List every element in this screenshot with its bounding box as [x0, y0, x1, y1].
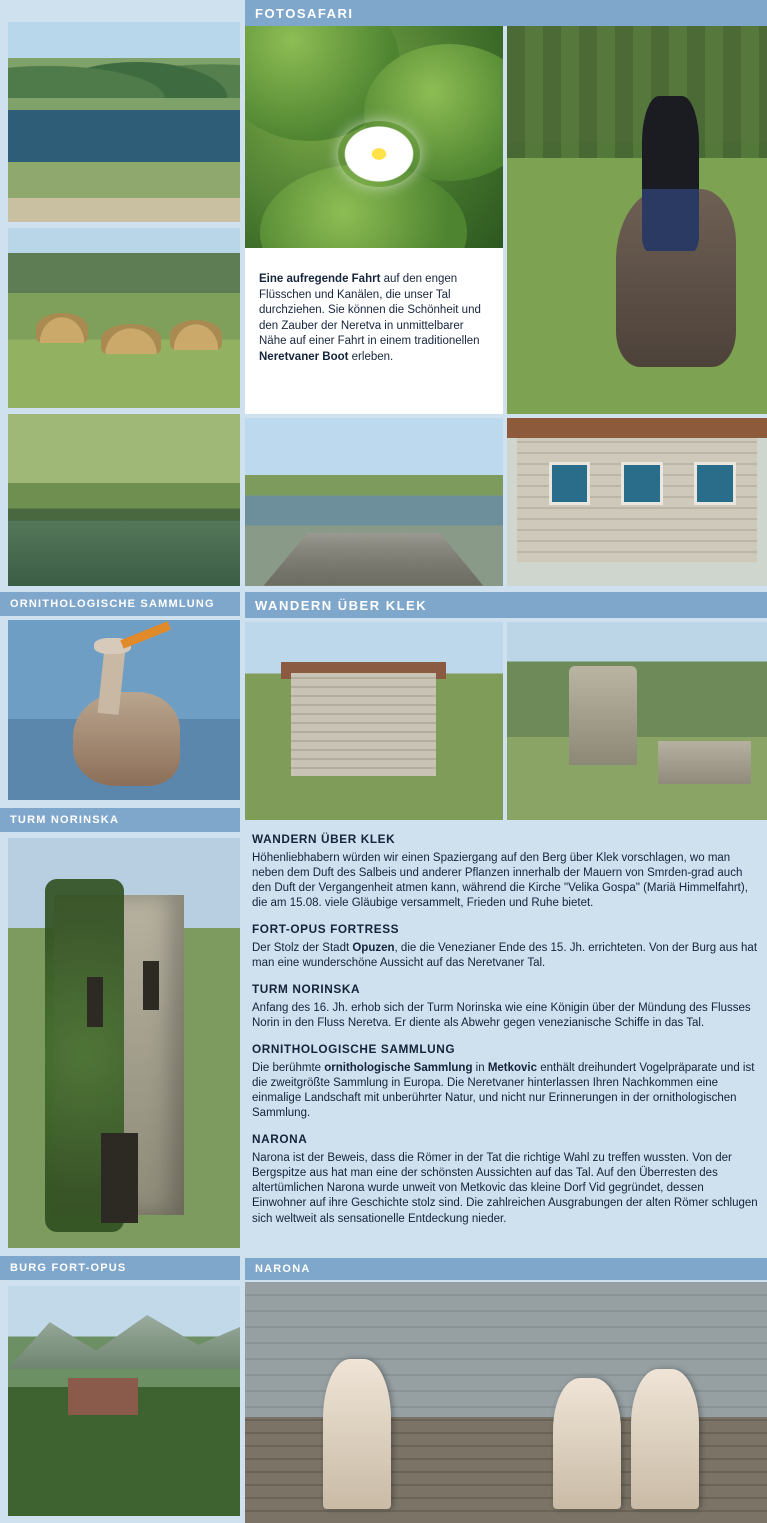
section-header-burg-fort-opus: BURG FORT-OPUS	[0, 1256, 240, 1280]
section-title-narona: NARONA	[252, 1132, 308, 1147]
section-header-narona: NARONA	[245, 1258, 767, 1280]
intro-lead: Eine aufregende Fahrt	[259, 273, 381, 285]
photo-velika-gospa-church	[245, 622, 503, 820]
section-header-ornithologische: ORNITHOLOGISCHE SAMMLUNG	[0, 592, 240, 616]
orn-bold-2: Metkovic	[487, 1061, 538, 1074]
section-body-narona: Narona ist der Beweis, dass die Römer in der Tat die richtige Wahl zu treffen wussten. Von der Bergspitze aus hat man eine der schönsten Aussichten auf das Tal. Auf den Überresten des altertümlichen Narona wurde unweit von Metkovic das kleine Dorf Vid gegründet, dessen Einwohner auf ihre Geschichte stolz sind. Die zahlreichen Ausgrabungen der alten Römer schlugen sich weltweit als sensationelle Entdeckung nieder.	[252, 1151, 758, 1225]
section-header-wandern: WANDERN ÜBER KLEK	[245, 592, 767, 618]
main-text-column	[252, 832, 760, 1227]
orn-mid: in	[472, 1061, 488, 1074]
fort-post: , die die Venezianer Ende des 15. Jh. errichteten. Von der Burg aus hat man eine wunderschöne Aussicht auf das Neretvaner Tal.	[252, 941, 758, 969]
section-header-turm-norinska: TURM NORINSKA	[0, 808, 240, 832]
section-title-fort-opus: FORT-OPUS FORTRESS	[252, 922, 400, 937]
section-header-fotosafari: FOTOSAFARI	[245, 0, 767, 26]
intro-rest-1: auf den engen Flüsschen und Kanälen, die unser Tal durchziehen. Sie können die Schönheit und den Zauber der Neretva in unmittelbarer Nähe auf einer Fahrt in einem traditionellen	[259, 273, 481, 348]
photo-stone-house	[507, 418, 767, 586]
section-body-fort-opus	[252, 941, 760, 971]
photo-thatched-huts	[8, 228, 240, 408]
intro-textbox	[245, 248, 503, 414]
section-title-turm-norinska: TURM NORINSKA	[252, 982, 361, 997]
section-body-turm-norinska: Anfang des 16. Jh. erhob sich der Turm Norinska wie eine Königin über der Mündung des Flusses Norin in den Fluss Neretva. Er diente als Abwehr gegen venezianische Schiffe in das Tal.	[252, 1001, 751, 1029]
section-title-ornithologische: ORNITHOLOGISCHE SAMMLUNG	[252, 1042, 456, 1057]
intro-rest-2: erleben.	[348, 350, 394, 363]
photo-norinska-tower	[8, 838, 240, 1248]
photo-water-lily	[245, 26, 503, 248]
fort-bold: Opuzen	[352, 941, 395, 954]
photo-boat-reeds	[8, 414, 240, 586]
fort-pre: Der Stolz der Stadt	[252, 941, 353, 954]
orn-bold: ornithologische Sammlung	[324, 1061, 473, 1074]
photo-narona-statues	[245, 1282, 767, 1523]
photo-fort-opus	[8, 1286, 240, 1516]
section-title-wandern: WANDERN ÜBER KLEK	[252, 832, 396, 846]
section-body-wandern: Höhenliebhabern würden wir einen Spaziergang auf den Berg über Klek vorschlagen, wo man neben dem Duft des Salbeis und anderer Pflanzen innerhalb der Mauern von Smrden-grad auch den Duft der Vergangenheit atmen kann, während die Kirche "Velika Gospa" (Mariä Himmelfahrt), die am 15.08. viele Gläubige versammelt, Frieden und Ruhe bietet.	[252, 851, 748, 910]
photo-lake-valley	[8, 22, 240, 222]
orn-post: enthält dreihundert Vogelpräparate und ist die zweitgrößte Sammlung in Europa. Die Neretvaner hinterlassen Ihren Nachkommen eine einmalige Landschaft mit unberührter Natur, und nicht nur Erinnerungen in der ornithologischen Sammlung.	[252, 1061, 755, 1120]
photo-heron	[8, 620, 240, 800]
orn-pre: Die berühmte	[252, 1061, 325, 1074]
intro-bold-2: Neretvaner Boot	[259, 350, 349, 363]
photo-round-tower	[507, 622, 767, 820]
section-body-ornithologische	[252, 1061, 760, 1122]
photo-delta-channel	[245, 418, 503, 586]
photo-donkey-ride	[507, 26, 767, 414]
